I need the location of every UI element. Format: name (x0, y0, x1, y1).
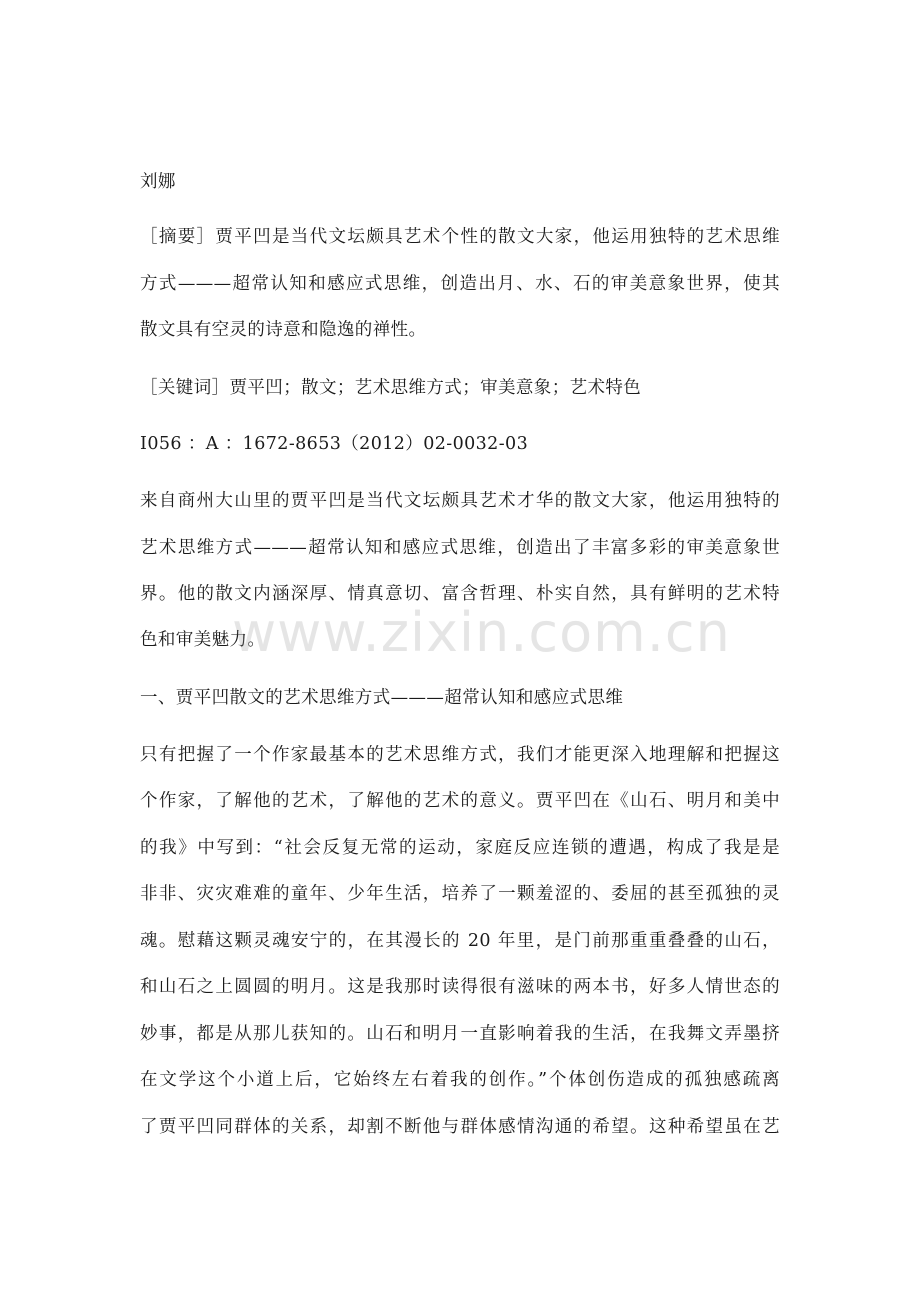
body-line: 在文学这个小道上后，它始终左右着我的创作。”个体创伤造成的孤独感疏离 (140, 1070, 780, 1090)
body-line: 非非、灾灾难难的童年、少年生活，培养了一颗羞涩的、委屈的甚至孤独的灵 (140, 884, 780, 904)
keywords-line: ［关键词］贾平凹；散文；艺术思维方式；审美意象；艺术特色 (140, 378, 642, 398)
body-line: 和山石之上圆圆的明月。这是我那时读得很有滋味的两本书，好多人情世态的 (140, 977, 780, 997)
body-line: 魂。慰藉这颗灵魂安宁的，在其漫长的 20 年里，是门前那重重叠叠的山石， (140, 931, 780, 951)
watermark: www.zixin.com.cn (232, 601, 731, 664)
body-line: 妙事，都是从那儿获知的。山石和明月一直影响着我的生活，在我舞文弄墨挤 (140, 1024, 780, 1044)
abstract-line: ［摘要］贾平凹是当代文坛颇具艺术个性的散文大家，他运用独特的艺术思维 (140, 227, 780, 247)
body-line: 个作家，了解他的艺术，了解他的艺术的意义。贾平凹在《山石、明月和美中 (140, 791, 780, 811)
intro-line: 艺术思维方式———超常认知和感应式思维，创造出了丰富多彩的审美意象世 (140, 538, 780, 558)
abstract-line: 方式———超常认知和感应式思维，创造出月、水、石的审美意象世界，使其 (140, 274, 780, 294)
body-line: 的我》中写到：“社会反复无常的运动，家庭反应连锁的遭遇，构成了我是是 (140, 838, 780, 858)
body-line: 只有把握了一个作家最基本的艺术思维方式，我们才能更深入地理解和把握这 (140, 745, 780, 765)
body-line: 了贾平凹同群体的关系，却割不断他与群体感情沟通的希望。这种希望虽在艺 (140, 1117, 780, 1137)
abstract-line: 散文具有空灵的诗意和隐逸的禅性。 (140, 320, 427, 340)
classification-line: I056 ：A ：1672-8653（2012）02-0032-03 (140, 434, 529, 454)
intro-line: 来自商州大山里的贾平凹是当代文坛颇具艺术才华的散文大家，他运用独特的 (140, 491, 780, 511)
intro-line: 界。他的散文内涵深厚、情真意切、富含哲理、朴实自然，具有鲜明的艺术特 (140, 584, 780, 604)
author-name: 刘娜 (140, 172, 176, 192)
section-heading: 一、贾平凹散文的艺术思维方式———超常认知和感应式思维 (140, 688, 624, 708)
intro-line: 色和审美魅力。 (140, 630, 266, 650)
